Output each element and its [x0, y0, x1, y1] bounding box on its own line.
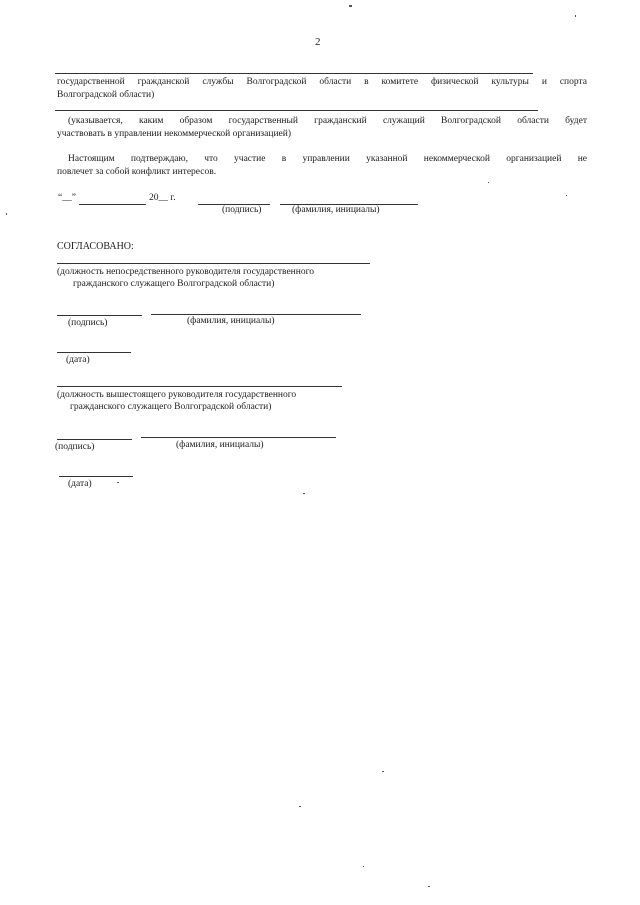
date-year: 20__ г. [149, 193, 176, 203]
superior-signature-label: (подпись) [55, 442, 95, 452]
name-label: (фамилия, инициалы) [292, 205, 380, 215]
paragraph-1-line-2: Волгоградской области) [57, 90, 155, 100]
superior-position-line [57, 386, 342, 387]
supervisor-name-line [151, 314, 361, 315]
scan-speck [303, 493, 305, 494]
scan-speck [382, 771, 384, 772]
superior-name-label: (фамилия, инициалы) [176, 440, 264, 450]
scan-speck [575, 15, 576, 17]
paragraph-2-line-2: участвовать в управлении некоммерческой организацией) [57, 129, 292, 139]
scan-speck [566, 195, 567, 196]
agreed-heading: СОГЛАСОВАНО: [57, 241, 134, 252]
fill-line [55, 73, 533, 74]
paragraph-1-line-1: государственной гражданской службы Волгоградской области в комитете физической культуры и спорта [57, 77, 587, 87]
superior-signature-line [57, 439, 132, 440]
superior-date-label: (дата) [68, 479, 92, 489]
superior-position-label-1: (должность вышестоящего руководителя государственного [57, 390, 297, 400]
paragraph-3-line-1: Настоящим подтверждаю, что участие в управлении указанной некоммерческой организацией не [68, 154, 587, 164]
supervisor-date-line [57, 352, 131, 353]
scan-speck [6, 213, 7, 215]
scan-speck [117, 482, 119, 483]
supervisor-position-label-1: (должность непосредственного руководителя государственного [57, 267, 315, 277]
scan-speck [428, 886, 430, 887]
supervisor-date-label: (дата) [66, 355, 90, 365]
supervisor-signature-line [57, 315, 142, 316]
scan-speck [363, 866, 364, 867]
supervisor-name-label: (фамилия, инициалы) [187, 316, 275, 326]
paragraph-2-line-1: (указывается, каким образом государственный гражданский служащий Волгоградской области будет [68, 116, 587, 126]
date-month-line [79, 204, 146, 205]
superior-date-line [59, 476, 133, 477]
superior-position-label-2: гражданского служащего Волгоградской области) [70, 402, 272, 412]
supervisor-signature-label: (подпись) [68, 318, 108, 328]
fill-line [55, 110, 538, 111]
scan-speck [349, 5, 352, 7]
scan-speck [488, 182, 489, 183]
date-day-quote: “__” [58, 193, 76, 203]
supervisor-position-label-2: гражданского служащего Волгоградской области) [73, 279, 275, 289]
scan-speck [299, 806, 301, 807]
signature-label: (подпись) [222, 205, 262, 215]
paragraph-3-line-2: повлечет за собой конфликт интересов. [57, 167, 217, 177]
page-number: 2 [315, 36, 321, 48]
supervisor-position-line [57, 263, 370, 264]
superior-name-line [141, 437, 336, 438]
